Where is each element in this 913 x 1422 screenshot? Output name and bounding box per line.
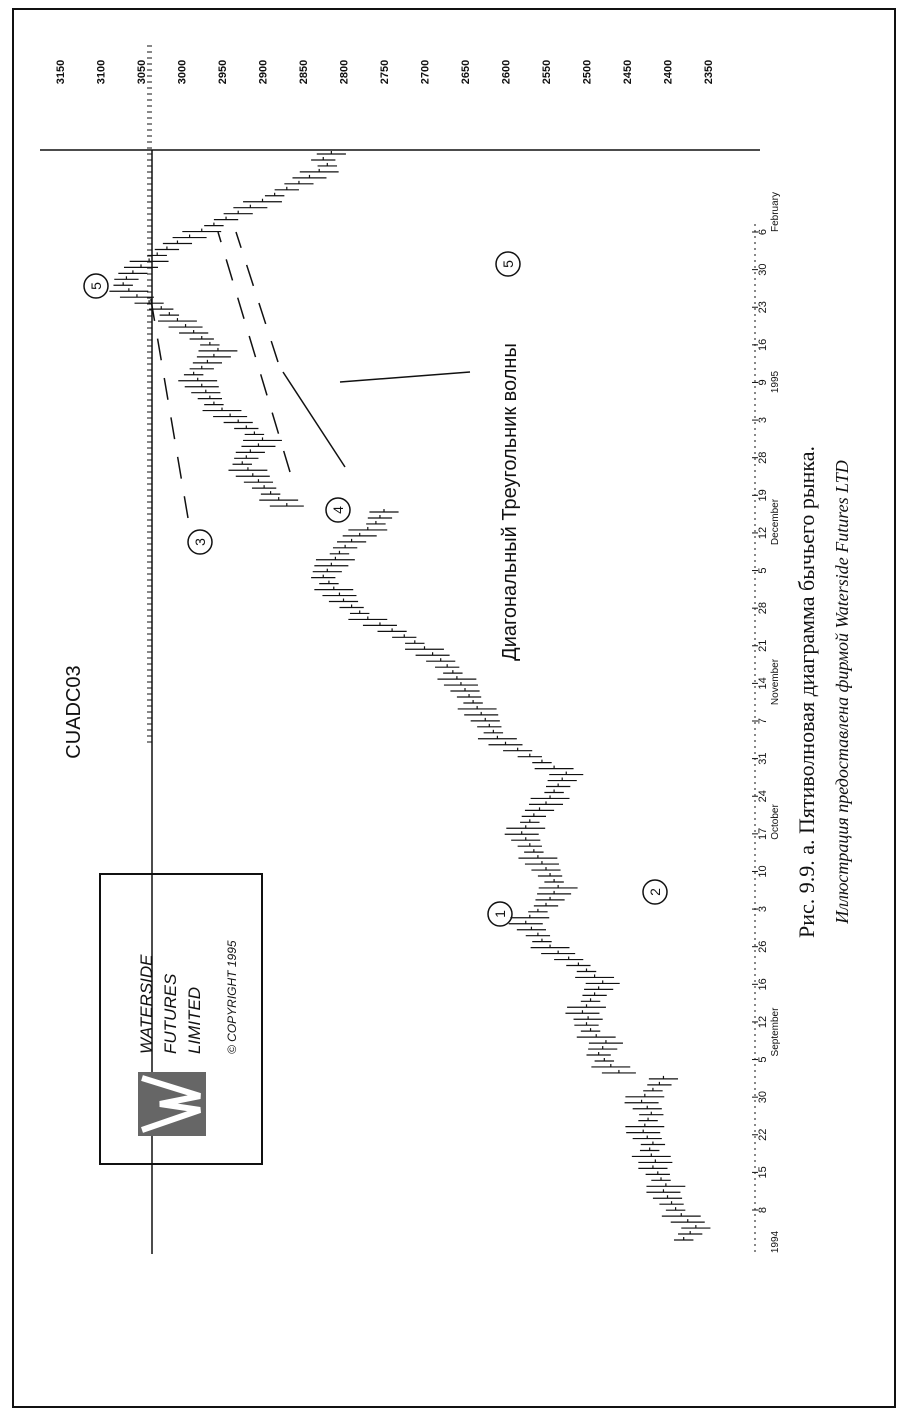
overlay: [84, 232, 667, 926]
price-bar: [566, 963, 590, 966]
price-bar: [643, 1088, 662, 1091]
wave-label-1: [488, 902, 512, 926]
price-bar: [405, 640, 424, 643]
price-bar: [426, 658, 455, 661]
date-tick-label: 21: [757, 639, 769, 652]
price-bar: [531, 867, 560, 870]
price-bar: [317, 151, 346, 154]
figure-credit: Иллюстрация предоставлена фирмой Waterside Futures LTD: [832, 460, 852, 924]
logo-line-1: WATERSIDE: [137, 954, 156, 1054]
price-tick-label: 2600: [500, 59, 513, 85]
price-bar: [662, 1213, 701, 1216]
date-tick-label: 12: [757, 1015, 769, 1029]
price-bar: [337, 539, 366, 542]
date-tick-label: 10: [757, 865, 769, 878]
price-bar: [169, 324, 203, 327]
price-bar: [626, 1130, 660, 1133]
price-bar: [506, 825, 545, 828]
price-bar: [532, 760, 551, 763]
price-bar: [185, 384, 219, 387]
price-bar: [518, 855, 557, 858]
date-tick-label: 26: [757, 940, 769, 953]
month-label: 1995: [770, 370, 781, 394]
price-bar: [633, 1136, 662, 1139]
date-tick-label: 16: [757, 338, 769, 351]
price-bar: [113, 282, 132, 285]
price-bar: [120, 294, 154, 297]
price-bar: [625, 1094, 664, 1097]
price-bar: [130, 258, 169, 261]
date-tick-label: 15: [757, 1166, 769, 1179]
price-bar: [333, 545, 357, 548]
price-bar: [646, 1171, 670, 1174]
price-bar: [160, 312, 179, 315]
price-bar: [348, 616, 387, 619]
price-bar: [532, 939, 551, 942]
price-bar: [155, 246, 179, 249]
price-bar: [457, 694, 481, 697]
price-bar: [625, 1100, 659, 1103]
wave-number: 4: [330, 506, 346, 514]
price-bar: [114, 276, 138, 279]
price-bar: [589, 1040, 623, 1043]
price-bar: [292, 175, 326, 178]
price-bar: [639, 1112, 663, 1115]
price-bar: [378, 628, 407, 631]
price-bar: [541, 951, 575, 954]
price-bar: [265, 193, 284, 196]
price-bar: [369, 509, 398, 512]
price-bar: [329, 599, 358, 602]
price-bar: [574, 1022, 598, 1025]
price-bar: [582, 992, 606, 995]
price-bar: [586, 980, 620, 983]
price-bar: [511, 837, 540, 840]
price-bar: [681, 1225, 710, 1228]
price-bar: [203, 408, 242, 411]
price-bar: [109, 288, 148, 291]
price-bar: [443, 670, 462, 673]
price-bar: [659, 1201, 683, 1204]
price-bar: [666, 1207, 685, 1210]
price-bar: [510, 915, 549, 918]
logo-emblem: [138, 1072, 206, 1136]
price-bar: [135, 300, 164, 303]
wave-label-2: [643, 880, 667, 904]
month-label: December: [770, 498, 781, 546]
price-bar: [591, 1064, 630, 1067]
date-tick-label: 6: [757, 228, 769, 236]
price-tick-label: 3100: [95, 59, 108, 85]
price-bar: [567, 1004, 606, 1007]
price-bar: [595, 1058, 614, 1061]
price-bar: [204, 223, 223, 226]
wave-number: 1: [492, 910, 508, 918]
price-bar: [236, 473, 270, 476]
price-tick-label: 2850: [298, 59, 310, 85]
price-bar: [464, 712, 498, 715]
date-tick-label: 19: [757, 489, 769, 502]
price-bar: [392, 634, 416, 637]
price-tick-label: 2350: [703, 59, 715, 85]
wave-label-6: [496, 252, 520, 276]
price-bar: [517, 927, 546, 930]
price-bar: [602, 1070, 636, 1073]
price-bar: [534, 903, 558, 906]
price-bar: [458, 706, 497, 709]
price-bar: [147, 252, 166, 255]
price-bar: [678, 1231, 702, 1234]
price-bar: [330, 551, 349, 554]
price-bar: [311, 157, 335, 160]
date-tick-label: 12: [757, 526, 769, 540]
price-bar: [488, 742, 522, 745]
price-bar: [118, 270, 147, 273]
price-bar: [518, 754, 542, 757]
date-tick-label: 30: [757, 1091, 769, 1104]
price-bar: [531, 945, 570, 948]
price-bar: [311, 575, 335, 578]
price-bar: [244, 479, 273, 482]
month-label: February: [770, 191, 781, 233]
price-bar: [535, 897, 564, 900]
price-bar: [190, 336, 214, 339]
date-tick-label: 28: [757, 602, 769, 615]
price-bar: [671, 1219, 705, 1222]
price-bar: [450, 688, 479, 691]
price-bar: [234, 455, 258, 458]
price-tick-label: 2700: [419, 59, 432, 85]
price-bar: [537, 891, 571, 894]
price-tick-label: 2650: [460, 59, 472, 85]
price-bar: [233, 461, 252, 464]
price-bar: [633, 1106, 662, 1109]
price-bar: [509, 921, 543, 924]
price-bar: [343, 533, 377, 536]
price-bar: [649, 1076, 678, 1079]
price-tick-label: 3000: [176, 59, 189, 85]
price-bar: [252, 485, 276, 488]
price-bar: [625, 1124, 664, 1127]
price-bar: [163, 241, 192, 244]
price-tick-label: 3150: [55, 59, 67, 85]
price-bar: [638, 1118, 657, 1121]
price-tick-label: 2750: [379, 59, 391, 85]
price-bar: [197, 354, 231, 357]
price-bar: [158, 318, 197, 321]
price-bar: [316, 557, 355, 560]
price-bar: [224, 211, 253, 214]
price-bar: [640, 1147, 659, 1150]
price-bar: [538, 873, 562, 876]
trendline: [218, 232, 290, 472]
price-bar: [546, 784, 570, 787]
price-bar: [651, 1177, 670, 1180]
price-bar: [518, 843, 542, 846]
wave-label-4: [326, 498, 350, 522]
price-bar: [243, 199, 282, 202]
triangle-annotation: Диагональный Треугольник волны: [499, 343, 521, 661]
price-bar: [368, 515, 392, 518]
month-label: September: [770, 1007, 781, 1057]
wave-number: 5: [500, 260, 516, 268]
price-bar: [522, 813, 546, 816]
price-bar: [124, 264, 158, 267]
price-bar: [314, 563, 348, 566]
price-bar: [544, 879, 563, 882]
price-bar: [581, 998, 600, 1001]
price-bar: [198, 396, 222, 399]
price-bar: [319, 581, 338, 584]
price-bar: [646, 1189, 680, 1192]
figure-caption: Рис. 9.9. а. Пятиволновая диаграмма бычьего рынка.: [794, 445, 819, 939]
logo-copyright: © COPYRIGHT 1995: [225, 940, 239, 1054]
price-bar: [191, 390, 220, 393]
price-bar: [300, 169, 339, 172]
price-bar: [647, 1082, 671, 1085]
price-bar: [529, 801, 563, 804]
wave-number: 2: [647, 888, 663, 896]
price-bar: [641, 1142, 665, 1145]
price-bar: [478, 736, 517, 739]
price-bar: [505, 831, 539, 834]
price-bar: [363, 622, 397, 625]
price-bar: [261, 491, 280, 494]
price-bar: [549, 772, 583, 775]
price-bar: [350, 610, 369, 613]
price-bar: [444, 682, 478, 685]
date-tick-label: 31: [757, 752, 769, 765]
trendline: [340, 372, 470, 382]
price-bar: [588, 1046, 617, 1049]
rotated-chart: [40, 46, 852, 1254]
price-bar: [233, 205, 267, 208]
price-bar: [653, 1195, 682, 1198]
price-bar: [228, 467, 267, 470]
wave-label-5: [84, 274, 108, 298]
price-bar: [339, 604, 363, 607]
date-tick-label: 24: [757, 790, 769, 803]
price-bar: [437, 676, 476, 679]
price-tick-label: 2400: [662, 59, 675, 85]
date-tick-label: 17: [757, 827, 769, 840]
price-bar: [577, 968, 596, 971]
price-bar: [646, 1183, 685, 1186]
price-bar: [674, 1237, 693, 1240]
price-bar: [574, 1016, 603, 1019]
price-bar: [200, 342, 219, 345]
price-bar: [366, 521, 385, 524]
date-tick-label: 16: [757, 978, 769, 991]
price-bar: [405, 646, 444, 649]
date-tick-label: 23: [757, 301, 769, 314]
price-bar: [184, 372, 203, 375]
price-bar: [214, 217, 238, 220]
trendline: [236, 232, 278, 362]
price-bar: [173, 235, 207, 238]
price-bar: [528, 909, 547, 912]
price-bar: [435, 664, 459, 667]
trendline: [283, 372, 345, 467]
price-bar: [544, 789, 563, 792]
price-bar: [416, 652, 450, 655]
date-tick-label: 5: [757, 567, 769, 574]
price-bar: [575, 974, 614, 977]
price-tick-label: 2500: [581, 59, 594, 85]
month-label: November: [770, 658, 781, 706]
price-bar: [554, 957, 583, 960]
price-tick-label: 2900: [257, 59, 270, 85]
date-tick-label: 5: [757, 1056, 769, 1063]
wave-number: 3: [192, 538, 208, 546]
price-bar: [587, 1052, 611, 1055]
price-bar: [234, 425, 258, 428]
wave-number: 5: [88, 282, 104, 290]
month-label: 1994: [770, 1230, 781, 1254]
month-label: October: [770, 804, 781, 840]
logo-box: [100, 874, 262, 1164]
price-bar: [503, 748, 532, 751]
price-bar: [471, 718, 500, 721]
date-tick-label: 3: [757, 417, 769, 424]
price-bar: [190, 366, 214, 369]
price-bar: [243, 437, 282, 440]
date-tick-label: 8: [757, 1206, 769, 1214]
price-bar: [584, 986, 613, 989]
price-bar: [224, 420, 253, 423]
price-bar: [577, 1034, 616, 1037]
date-tick-label: 7: [757, 717, 769, 725]
date-tick-label: 30: [757, 263, 769, 276]
price-bar: [524, 849, 543, 852]
price-tick-label: 2550: [541, 59, 553, 85]
date-tick-label: 3: [757, 906, 769, 913]
price-bar: [638, 1165, 667, 1168]
price-bar: [318, 163, 337, 166]
chart-title: CUADC03: [63, 665, 85, 759]
price-tick-label: 2800: [338, 59, 351, 85]
price-tick-label: 2450: [622, 59, 634, 85]
price-bar: [259, 497, 298, 500]
price-bar: [638, 1159, 672, 1162]
price-bar: [463, 700, 482, 703]
price-bar: [539, 885, 578, 888]
price-bar: [182, 229, 221, 232]
price-bar: [520, 819, 539, 822]
wave-label-3: [188, 530, 212, 554]
price-bar: [531, 795, 570, 798]
price-bar: [284, 181, 313, 184]
price-tick-label: 2950: [217, 59, 229, 85]
price-bar: [348, 527, 387, 530]
date-tick-label: 9: [757, 379, 769, 386]
price-bar: [245, 431, 264, 434]
logo-line-3: LIMITED: [185, 986, 204, 1054]
price-bar: [275, 187, 299, 190]
price-tick-label: 3050: [136, 59, 148, 85]
price-bar: [314, 587, 353, 590]
date-tick-label: 22: [757, 1128, 769, 1141]
price-bar: [313, 569, 342, 572]
logo-line-2: FUTURES: [161, 973, 180, 1054]
date-tick-label: 28: [757, 451, 769, 464]
price-bar: [213, 414, 247, 417]
price-bar: [548, 778, 577, 781]
price-bar: [581, 1028, 600, 1031]
price-bar: [526, 933, 550, 936]
price-bar: [199, 348, 238, 351]
price-bar: [565, 1010, 599, 1013]
price-bar: [477, 724, 501, 727]
date-tick-label: 14: [757, 677, 769, 690]
price-bar: [270, 503, 304, 506]
price-bar: [193, 360, 222, 363]
price-bar: [178, 378, 217, 381]
price-bar: [525, 861, 559, 864]
price-bar: [241, 443, 275, 446]
price-bar: [525, 807, 554, 810]
price-bar: [484, 730, 503, 733]
price-bar: [179, 330, 208, 333]
price-bar: [204, 402, 223, 405]
price-bar: [322, 593, 356, 596]
price-bar: [632, 1153, 671, 1156]
price-bar: [535, 766, 574, 769]
price-bar: [236, 449, 265, 452]
